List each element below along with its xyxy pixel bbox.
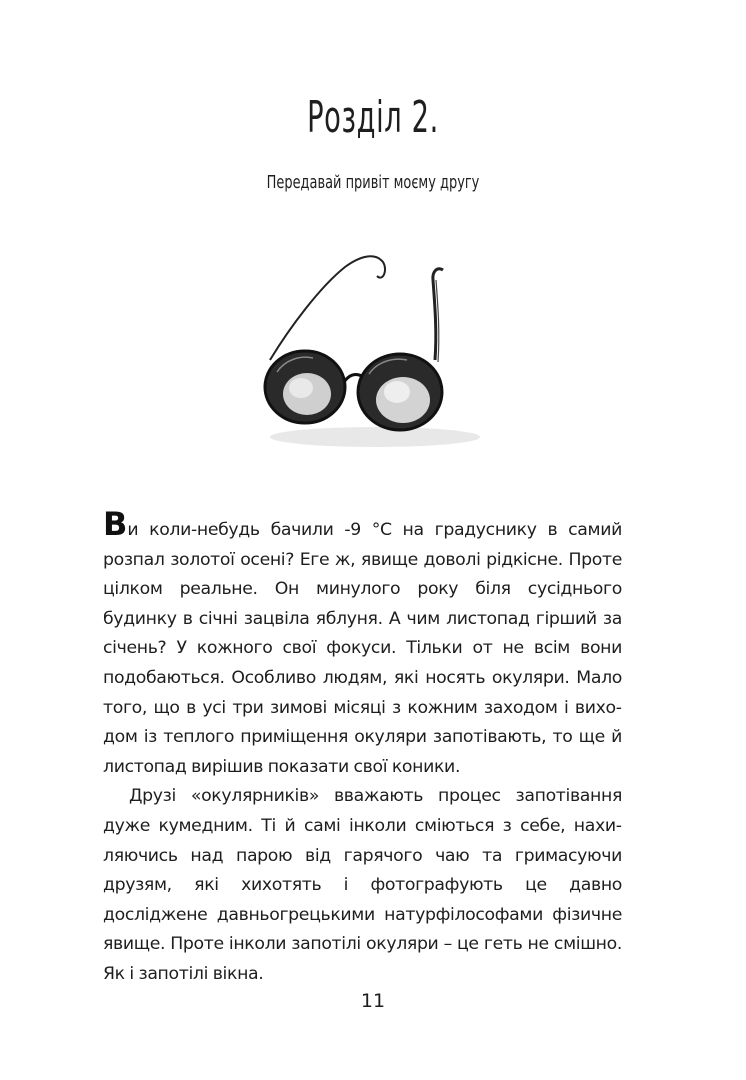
page-number: 11 — [360, 990, 386, 1012]
chapter-subtitle: Передавай привіт моєму другу — [266, 172, 480, 193]
chapter-title: Розділ 2. — [307, 92, 439, 143]
paragraph-1 — [103, 505, 622, 782]
paragraph-2: Друзі «окулярників» вважають процес запотівання дуже кумедним. Ті й самі інколи сміються з себе, нахиляючись над парою від гарячого чаю та гримасуючи друзям, які хихотять і фотографують це давно досліджене давньогрецькими натурфілософами фізичне явище. Проте інколи запотілі окуляри – це геть не смішно. Як і запотілі вікна. — [103, 786, 622, 984]
drop-cap: В — [103, 505, 128, 543]
body-text — [103, 505, 622, 990]
round-glasses-icon — [245, 232, 505, 472]
paragraph-1-text: и коли-небудь бачили -9 °C на градуснику в самий розпал золотої осені? Еге ж, явище доволі рідкісне. Проте цілком реальне. Он минулого року біля сусіднього будинку в січні зацвіла яблуня. А чим листопад гірший за січень? У кожного свої фокуси. Тільки от не всім вони подобаються. Особливо людям, які носять окуляри. Мало того, що в усі три зимові місяці з кожним заходом і виходом із теплого приміщення окуляри запотівають, то ще й листопад вирішив показати свої коники. — [103, 520, 622, 777]
